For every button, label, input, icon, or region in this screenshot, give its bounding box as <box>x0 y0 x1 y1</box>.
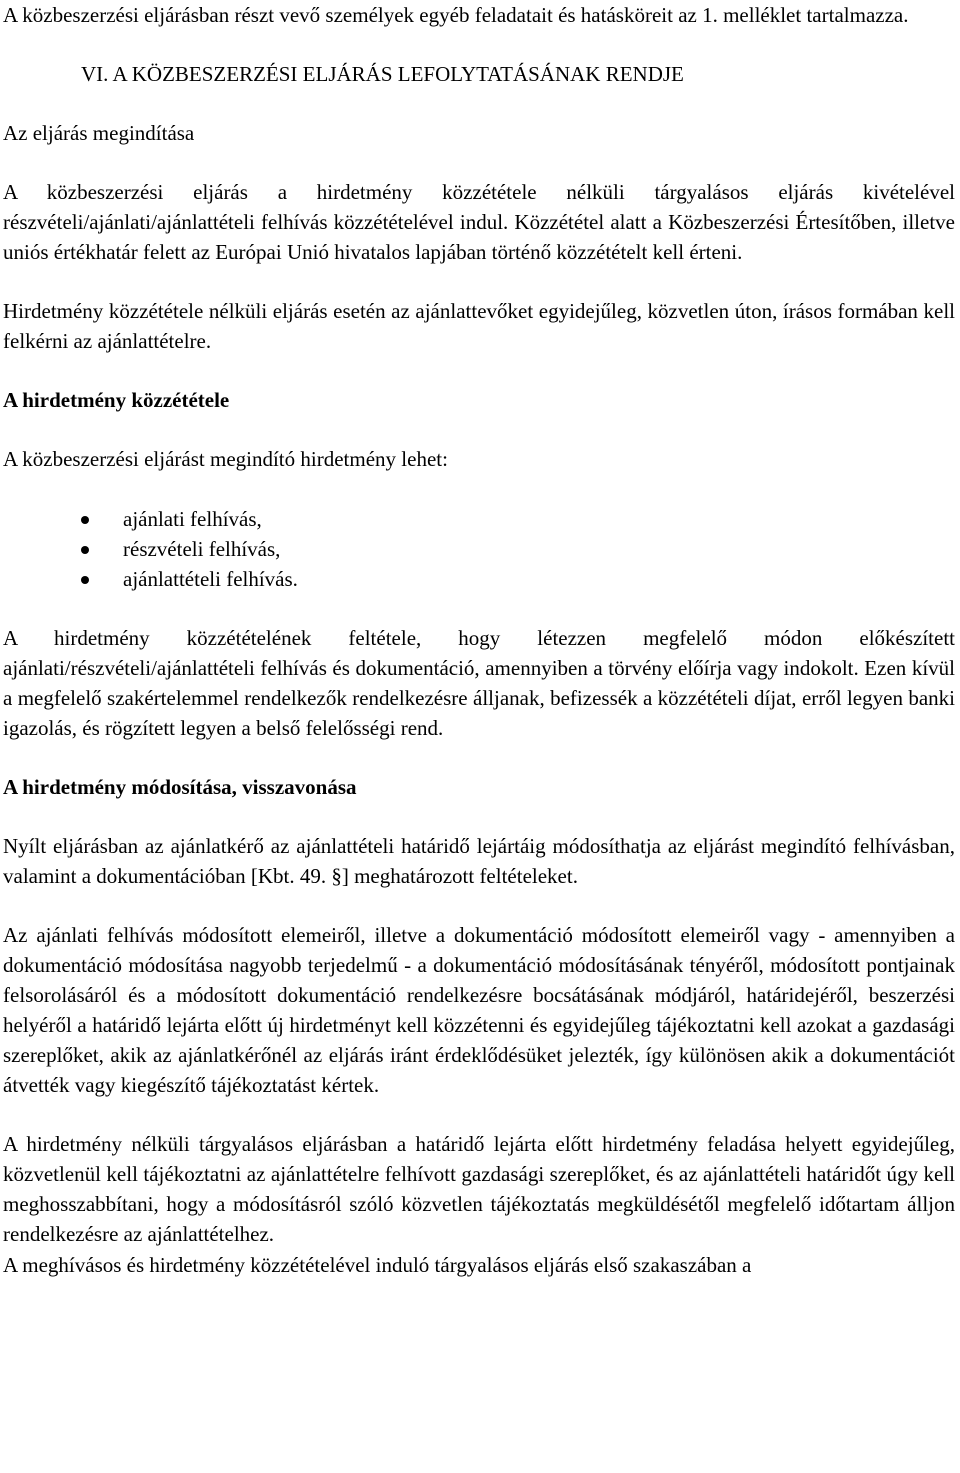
list-item <box>3 534 955 564</box>
paragraph: A hirdetmény közzétételének feltétele, hogy létezzen megfelelő módon előkészített ajánlati/részvételi/ajánlattételi felhívás és dokumentáció, amennyiben a törvény előírja vagy indokolt. Ezen kívül a megfelelő szakértelemmel rendelkezők rendelkezésre álljanak, befizessék a közzétételi díjat, erről legyen banki igazolás, és rögzített legyen a belső felelősségi rend. <box>3 626 955 740</box>
section-heading-hirdetmeny-kozzetetele: A hirdetmény közzététele <box>3 388 230 412</box>
paragraph: A hirdetmény nélküli tárgyalásos eljárásban a határidő lejárta előtt hirdetmény feladása helyett egyidejűleg, közvetlenül kell tájékoztatni az ajánlattételre felhívott gazdasági szereplőket, és az ajánlattételi határidőt úgy kell meghosszabbítani, hogy a módosításról szóló közvetlen tájékoztatás megküldésétől megfelelő időtartam álljon rendelkezésre az ajánlattételhez. <box>3 1132 955 1246</box>
list-item-text: ajánlati felhívás, <box>123 507 262 531</box>
list-item <box>3 504 955 534</box>
section-heading-hirdetmeny-modositasa: A hirdetmény módosítása, visszavonása <box>3 775 357 799</box>
list-item <box>3 564 955 594</box>
bullet-icon <box>81 546 89 554</box>
bullet-icon <box>81 516 89 524</box>
paragraph: Hirdetmény közzététele nélküli eljárás esetén az ajánlattevőket egyidejűleg, közvetlen úton, írásos formában kell felkérni az ajánlattételre. <box>3 299 955 353</box>
paragraph: A meghívásos és hirdetmény közzétételével induló tárgyalásos eljárás első szakaszában a <box>3 1253 752 1277</box>
paragraph: Nyílt eljárásban az ajánlatkérő az ajánlattételi határidő lejártáig módosíthatja az eljárást megindító felhívásban, valamint a dokumentációban [Kbt. 49. §] meghatározott feltételeket. <box>3 834 955 888</box>
intro-paragraph: A közbeszerzési eljárásban részt vevő személyek egyéb feladatait és hatásköreit az 1. melléklet tartalmazza. <box>3 3 909 27</box>
bullet-icon <box>81 576 89 584</box>
paragraph: A közbeszerzési eljárás a hirdetmény közzététele nélküli tárgyalásos eljárás kivételével részvételi/ajánlati/ajánlattételi felhívás közzétételével indul. Közzététel alatt a Közbeszerzési Értesítőben, illetve uniós értékhatár felett az Európai Unió hivatalos lapjában történő közzétételt kell érteni. <box>3 180 955 264</box>
paragraph: A közbeszerzési eljárást megindító hirdetmény lehet: <box>3 447 448 471</box>
list-item-text: ajánlattételi felhívás. <box>123 567 298 591</box>
list-item-text: részvételi felhívás, <box>123 537 281 561</box>
section-heading-eljaras-meginditasa: Az eljárás megindítása <box>3 121 195 145</box>
paragraph: Az ajánlati felhívás módosított elemeiről, illetve a dokumentáció módosított elemeiről vagy - amennyiben a dokumentáció módosítása nagyobb terjedelmű - a dokumentáció módosításának tényéről, módosított pontjainak felsorolásáról és a módosított dokumentáció rendelkezésre bocsátásának módjáról, határidejéről, beszerzési helyéről a határidő lejárta előtt új hirdetményt kell közzétenni és egyidejűleg tájékoztatni kell azokat a gazdasági szereplőket, akik az ajánlatkérőnél az eljárás iránt érdeklődésüket jelezték, így különösen akik a dokumentációt átvették vagy kiegészítő tájékoztatást kértek. <box>3 923 955 1097</box>
chapter-title: VI. A KÖZBESZERZÉSI ELJÁRÁS LEFOLYTATÁSÁNAK RENDJE <box>81 62 684 86</box>
document-page <box>3 0 955 1280</box>
bullet-list <box>3 504 955 594</box>
